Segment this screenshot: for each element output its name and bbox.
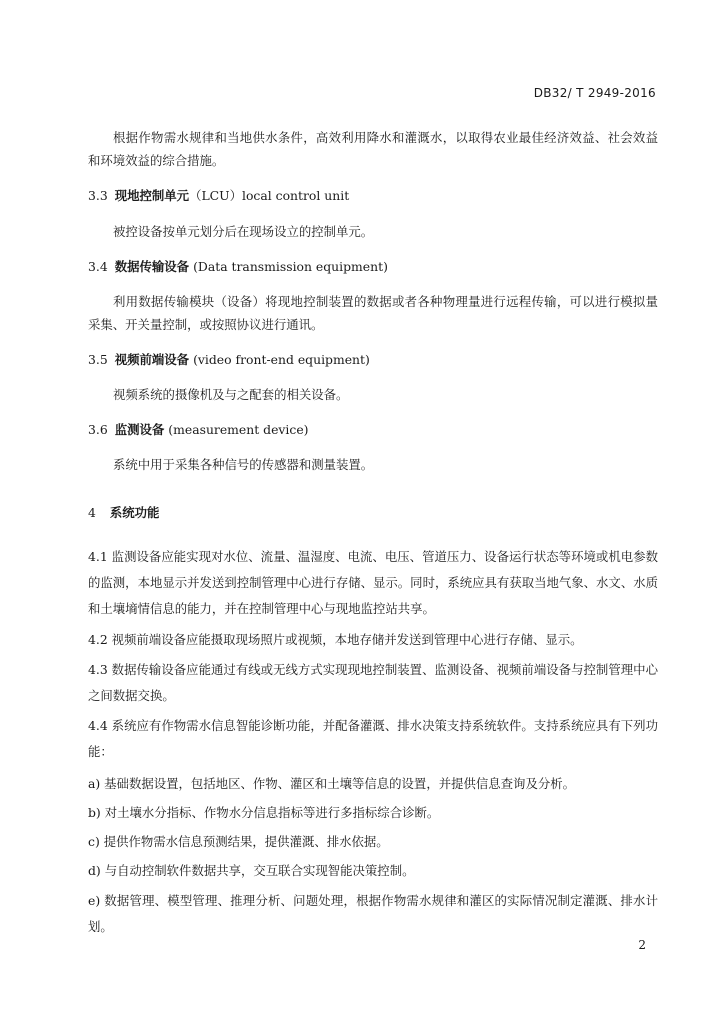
section-heading-4 — [88, 501, 658, 524]
term-name: 监测设备 — [114, 422, 165, 437]
term-heading-3-3 — [88, 184, 658, 207]
clause-4-4: 4.4 系统应有作物需水信息智能诊断功能，并配备灌溉、排水决策支持系统软件。支持系统应具有下列功能： — [88, 718, 658, 759]
term-definition-3-4: 利用数据传输模块（设备）将现地控制装置的数据或者各种物理量进行远程传输，可以进行模拟量采集、开关量控制，或按照协议进行通讯。 — [88, 294, 658, 332]
term-name: 现地控制单元 — [114, 188, 190, 203]
term-english: (Data transmission equipment) — [193, 259, 388, 274]
document-body — [88, 126, 658, 940]
term-definition-3-3: 被控设备按单元划分后在现场设立的控制单元。 — [113, 224, 374, 239]
list-item-b: b) 对土壤水分指标、作物水分信息指标等进行多指标综合诊断。 — [88, 805, 440, 820]
page-number: 2 — [638, 938, 646, 952]
list-item-e: e) 数据管理、模型管理、推理分析、问题处理，根据作物需水规律和灌区的实际情况制定灌溉、排水计划。 — [88, 893, 658, 934]
clause-4-3: 4.3 数据传输设备应能通过有线或无线方式实现现地控制装置、监测设备、视频前端设备与控制管理中心之间数据交换。 — [88, 662, 658, 703]
term-english: (measurement device) — [168, 422, 309, 437]
standard-code: DB32/ T 2949-2016 — [533, 86, 656, 100]
clause-4-1: 4.1 监测设备应能实现对水位、流量、温湿度、电流、电压、管道压力、设备运行状态等环境或机电参数的监测，本地显示并发送到控制管理中心进行存储、显示。同时，系统应具有获取当地气象、水文、水质和土壤墒情信息的能力，并在控制管理中心与现地监控站共享。 — [88, 549, 658, 616]
term-number: 3.4 — [88, 259, 108, 274]
term-definition-3-6: 系统中用于采集各种信号的传感器和测量装置。 — [113, 457, 374, 472]
term-definition-3-5: 视频系统的摄像机及与之配套的相关设备。 — [113, 387, 349, 402]
term-name: 数据传输设备 — [114, 259, 190, 274]
section-title: 系统功能 — [109, 505, 160, 520]
term-english: (video front-end equipment) — [193, 352, 370, 367]
term-name: 视频前端设备 — [114, 352, 190, 367]
term-heading-3-6 — [88, 418, 658, 441]
term-number: 3.3 — [88, 188, 108, 203]
term-number: 3.5 — [88, 352, 108, 367]
term-number: 3.6 — [88, 422, 108, 437]
term-heading-3-5 — [88, 348, 658, 371]
clause-4-2: 4.2 视频前端设备应能摄取现场照片或视频，本地存储并发送到管理中心进行存储、显示。 — [88, 632, 583, 647]
definition-continuation: 根据作物需水规律和当地供水条件，高效利用降水和灌溉水，以取得农业最佳经济效益、社会效益和环境效益的综合措施。 — [88, 130, 658, 168]
list-item-a: a) 基础数据设置，包括地区、作物、灌区和土壤等信息的设置，并提供信息查询及分析。 — [88, 776, 576, 791]
term-english: （LCU）local control unit — [189, 188, 350, 203]
section-number: 4 — [88, 505, 96, 520]
list-item-d: d) 与自动控制软件数据共享，交互联合实现智能决策控制。 — [88, 863, 415, 878]
list-item-c: c) 提供作物需水信息预测结果，提供灌溉、排水依据。 — [88, 834, 389, 849]
term-heading-3-4 — [88, 255, 658, 278]
